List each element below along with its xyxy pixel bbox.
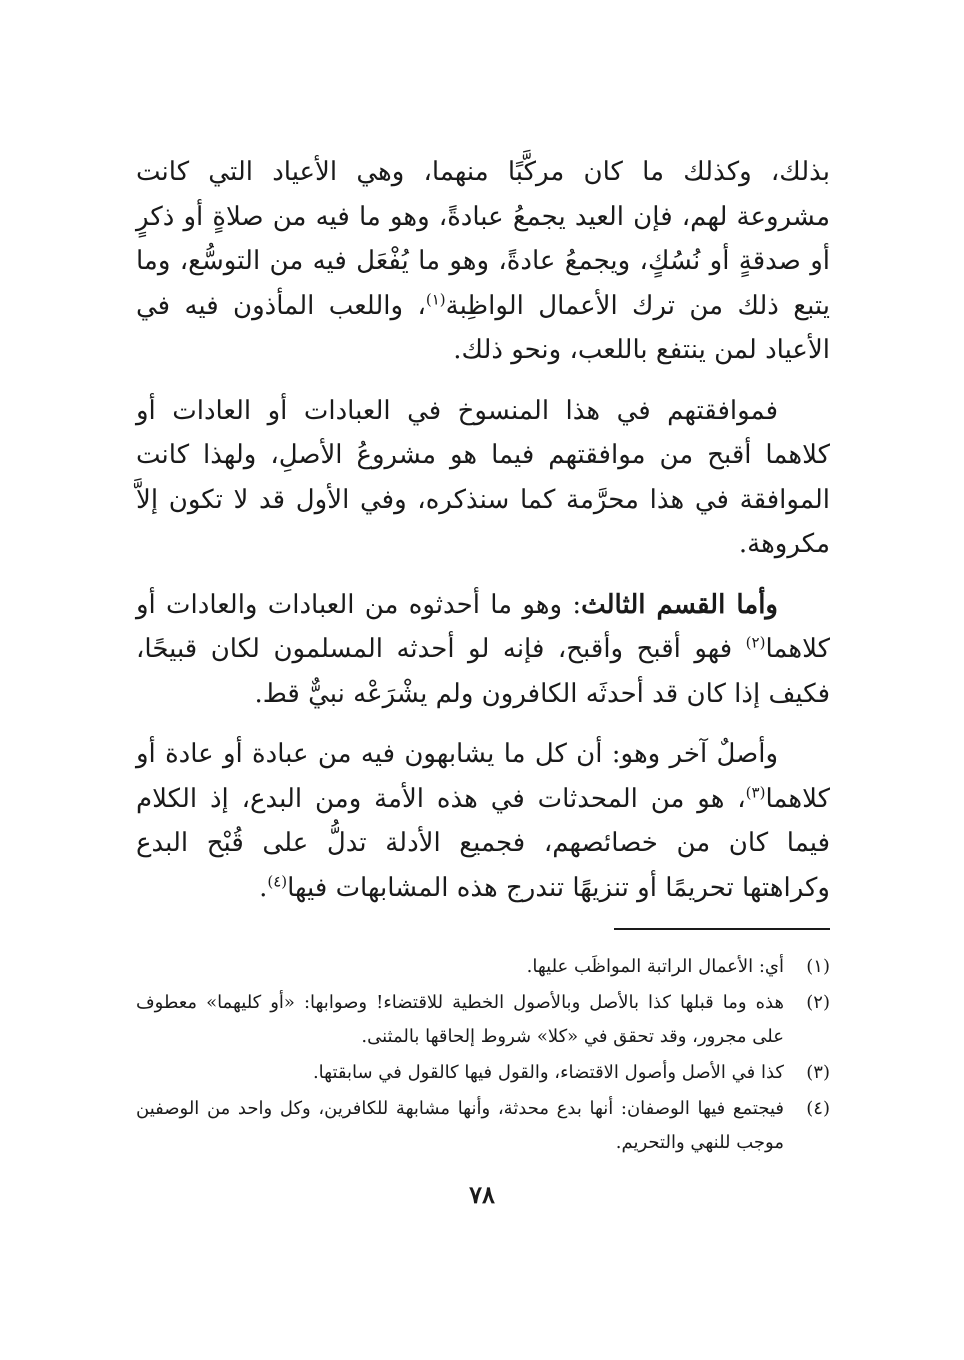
footnote-2 [136,986,830,1054]
footnote-ref-3: (٣) [745,782,766,801]
paragraph-3 [136,583,830,717]
paragraph-4-text-b: ، هو من المحدثات في هذه الأمة ومن البدع، إذ الكلام فيما كان من خصائصهم، فجميع الأدلة تدلُّ على قُبْح البدع وكراهتها تحريمًا أو تنزيهًا تندرج هذه المشابهات فيها [136,783,830,903]
paragraph-4 [136,732,830,910]
paragraph-4-text-a: وأصلٌ آخر وهو: أن كل ما يشابهون فيه من عبادة أو عادة أو كلاهما [136,739,830,814]
footnote-text: هذه وما قبلها كذا بالأصل وبالأصول الخطية للاقتضاء! وصوابها: «أو كليهما» معطوف على مجرور، وقد تحقق في «كلا» شروط إلحاقها بالمثنى. [136,992,784,1047]
main-text [136,150,830,926]
paragraph-1-text-a: بذلك، وكذلك ما كان مركَّبًا منهما، وهي الأعياد التي كانت مشروعة لهم، فإن العيد يجمعُ عبادةً، وهو ما فيه من صلاةٍ أو ذكرٍ أو صدقةٍ أو نُسُكٍ، ويجمعُ عادةً، وهو ما يُفْعَل فيه من التوسُّع، وما يتبع ذلك من ترك الأعمال الواظِبة [136,157,830,321]
footnote-text: أي: الأعمال الراتبة المواظَب عليها. [526,956,784,977]
paragraph-3-text-b: فهو أقبح وأقبح، فإنه لو أحدثه المسلمون لكان قبيحًا، فكيف إذا كان قد أحدثَه الكافرون ولم يشْرَعْه نبيٌّ قط. [136,634,830,709]
footnote-ref-1: (١) [425,289,446,308]
footnote-3 [136,1056,830,1090]
footnote-ref-2: (٢) [745,633,766,652]
footnote-1 [136,950,830,984]
paragraph-1 [136,150,830,373]
footnotes [136,950,830,1162]
paragraph-1-text-b: ، واللعب المأذون فيه في الأعياد لمن ينتفع باللعب، ونحو ذلك. [136,290,830,365]
paragraph-2 [136,389,830,567]
footnote-divider [614,928,830,930]
paragraph-3-text-a: : وهو ما أحدثوه من العبادات والعادات أو كلاهما [136,589,830,664]
page-number: ٧٨ [469,1180,495,1209]
paragraph-2-text-a: فموافقتهم في هذا المنسوخ في العبادات أو العادات أو كلاهما أقبح من موافقتهم فيما هو مشروعُ الأصلِ، ولهذا كانت الموافقة في هذا محرَّمة كما سنذكره، وفي الأول قد لا تكون إلاَّ مكروهة. [136,395,830,559]
footnote-number: (٣) [806,1062,830,1083]
footnote-text: كذا في الأصل وأصول الاقتضاء، والقول فيها كالقول في سابقتها. [312,1062,784,1083]
footnote-number: (٢) [806,992,830,1013]
paragraph-4-text-c: . [259,872,268,903]
footnote-4 [136,1092,830,1160]
section-heading-third: وأما القسم الثالث [581,589,778,620]
footnote-ref-4: (٤) [267,871,288,890]
footnote-number: (٤) [806,1098,830,1119]
footnote-text: فيجتمع فيها الوصفان: أنها بدع محدثة، وأنها مشابهة للكافرين، وكل واحد من الوصفين موجب للنهي والتحريم. [136,1098,784,1153]
footnote-number: (١) [806,956,830,977]
